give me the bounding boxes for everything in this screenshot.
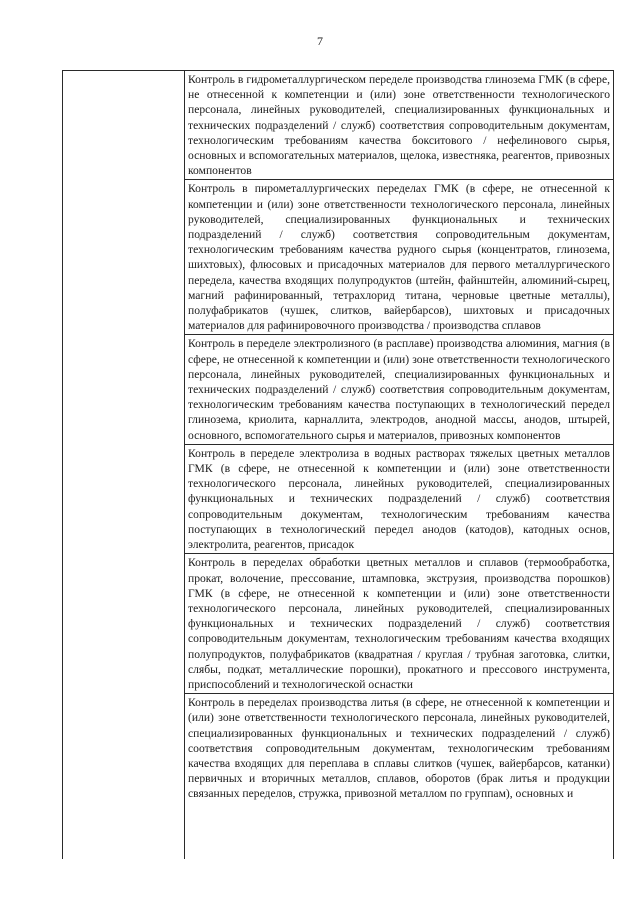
table-right-column: [185, 71, 613, 803]
table-row: Контроль в переделе электролиза в водных растворах тяжелых цветных металлов ГМК (в сфере, не отнесенной к компетенции и (или) зоне ответственности технологического персонала, линейных руководителей, специализированных функциональных и технических подразделений / служб) соответствия сопроводительным документам, технологическим требованиям качества поступающих в технологический передел анодов (катодов), катодных основ, электролита, реагентов, присадок: [185, 445, 613, 554]
table-row: Контроль в гидрометаллургическом переделе производства глинозема ГМК (в сфере, не отнесенной к компетенции и (или) зоне ответственности технологического персонала, линейных руководителей, специализированных функциональных и технических подразделений / служб) соответствия сопроводительным документам, технологическим требованиям качества бокситового / нефелинового сырья, основных и вспомогательных материалов, щелока, известняка, реагентов, привозных компонентов: [185, 71, 613, 180]
table-row: Контроль в переделе электролизного (в расплаве) производства алюминия, магния (в сфере, не отнесенной к компетенции и (или) зоне ответственности технологического персонала, линейных руководителей, специализированных функциональных и технических подразделений / служб) соответствия сопроводительным документам, технологическим требованиям качества поступающих в технологический передел глинозема, криолита, карналлита, электродов, анодной массы, анодов, штырей, основного, вспомогательного сырья и материалов, привозных компонентов: [185, 335, 613, 444]
table-left-column: [63, 71, 185, 859]
table-row: Контроль в переделах производства литья (в сфере, не отнесенной к компетенции и (или) зоне ответственности технологического персонала, линейных руководителей, специализированных функциональных и технических подразделений / служб) соответствия сопроводительным документам, технологическим требованиям качества входящих для переплава в сплавы слитков (чушек, вайербарсов, катанки) первичных и вторичных металлов, сплавов, оборотов (брак литья и продукции связанных переделов, стружка, привозной металлом по группам), основных и: [188, 696, 610, 801]
table-row: Контроль в переделах обработки цветных металлов и сплавов (термообработка, прокат, волочение, прессование, штамповка, экструзия, производства порошков) ГМК (в сфере, не отнесенной к компетенции и (или) зоне ответственности технологического персонала, линейных руководителей, специализированных функциональных и технических подразделений / служб) соответствия сопроводительным документам, технологическим требованиям качества входящих полупродуктов, полуфабрикатов (квадратная / круглая / трубная заготовка, слитки, слябы, подкат, металлические порошки), прокатного и прессового инструмента, приспособлений и технологической оснастки: [185, 554, 613, 694]
page-number: 7: [317, 34, 323, 48]
requirements-table: [62, 70, 614, 859]
table-row: Контроль в пирометаллургических переделах ГМК (в сфере, не отнесенной к компетенции и (или) зоне ответственности технологического персонала, линейных руководителей, специализированных функциональных и технических подразделений / служб) соответствия сопроводительным документам, технологическим требованиям качества рудного сырья (концентратов, глинозема, шихтовых), флюсовых и присадочных материалов для первого металлургического передела, качества входящих полупродуктов (штейн, файнштейн, алюминий-сырец, магний рафинированный, тетрахлорид титана, черновые цветные металлы), полуфабрикатов (чушек, слитков, вайербарсов), шихтовых и присадочных материалов для рафинировочного производства / производства сплавов: [185, 180, 613, 335]
